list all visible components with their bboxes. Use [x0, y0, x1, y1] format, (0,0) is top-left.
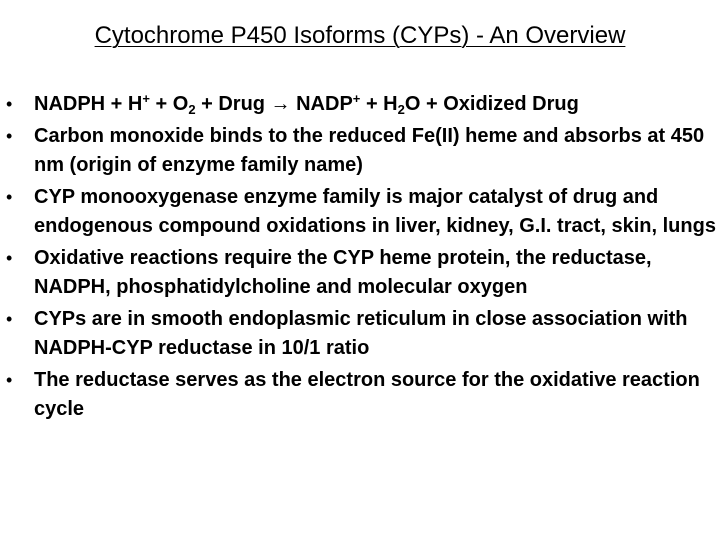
- reaction-equation: NADPH + $H^+ + O_2$ + Drug → NADP+ + $H_2O$ + Oxidized Drug: [34, 91, 579, 117]
- bullet-icon: •: [6, 94, 13, 114]
- bullet-icon: •: [6, 248, 13, 268]
- bullet-item: [6, 183, 718, 241]
- bullet-icon: •: [6, 370, 13, 390]
- bullet-item: [6, 366, 718, 424]
- bullet-icon: •: [6, 187, 13, 207]
- bullet-item: [6, 305, 718, 363]
- bullet-item-equation: [6, 90, 718, 119]
- bullet-icon: •: [6, 126, 13, 146]
- bullet-item: [6, 244, 718, 302]
- bullet-text: CYPs are in smooth endoplasmic reticulum in close association with NADPH-CYP reductase in 10/1 ratio: [34, 308, 688, 359]
- bullet-text: CYP monooxygenase enzyme family is major catalyst of drug and endogenous compound oxidations in liver, kidney, G.I. tract, skin, lungs: [34, 186, 716, 237]
- bullet-text: The reductase serves as the electron source for the oxidative reaction cycle: [34, 369, 700, 420]
- bullet-list: [6, 90, 718, 427]
- bullet-text: Carbon monoxide binds to the reduced Fe(II) heme and absorbs at 450 nm (origin of enzyme family name): [34, 125, 705, 176]
- bullet-icon: •: [6, 309, 13, 329]
- slide-title: Cytochrome P450 Isoforms (CYPs) - An Overview: [94, 22, 626, 49]
- bullet-text: Oxidative reactions require the CYP heme protein, the reductase, NADPH, phosphatidylcholine and molecular oxygen: [34, 247, 652, 298]
- bullet-item: [6, 122, 718, 180]
